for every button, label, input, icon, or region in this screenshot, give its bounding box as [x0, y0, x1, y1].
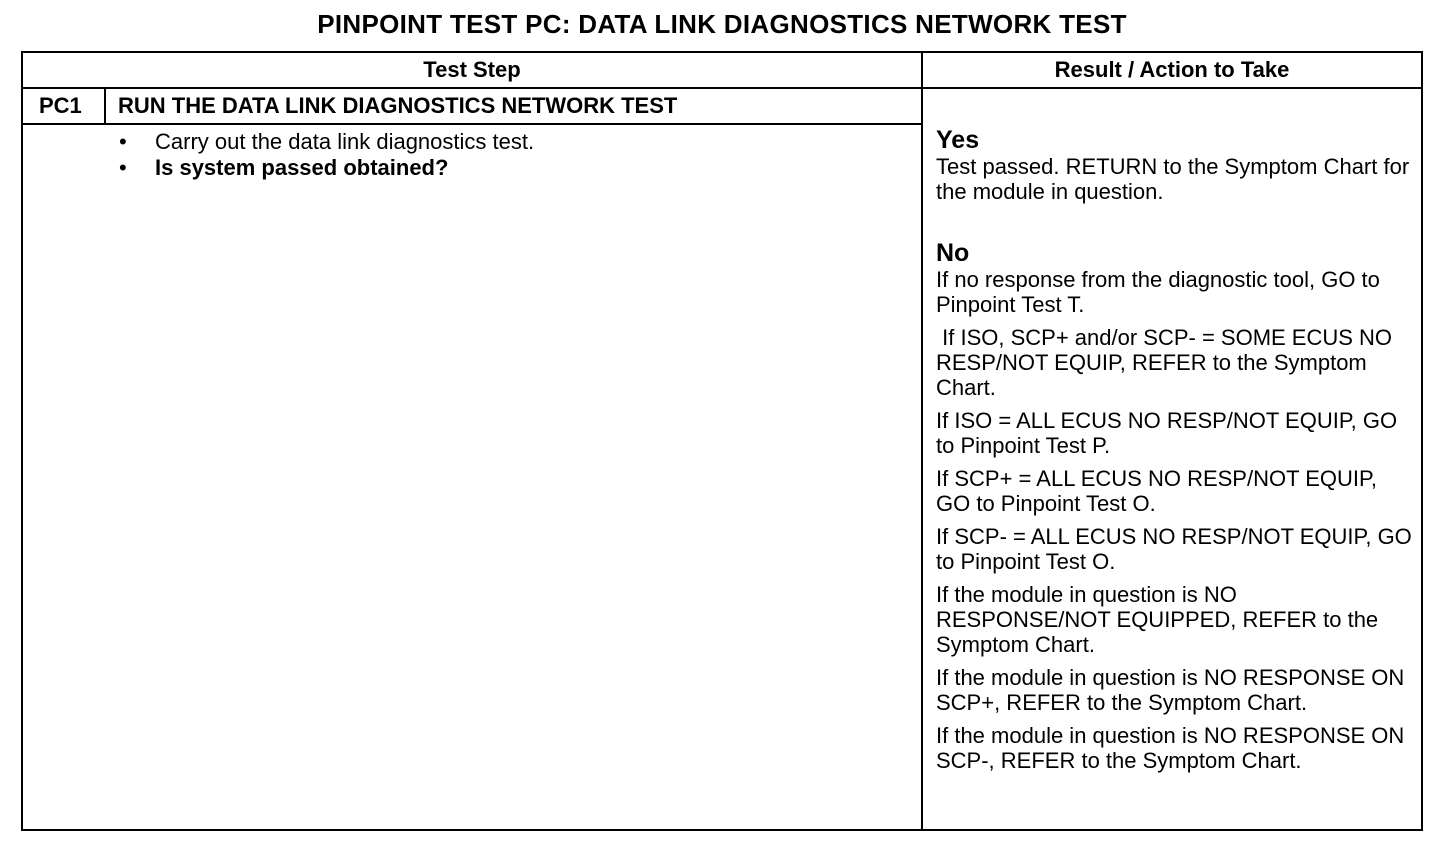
header-row-divider — [23, 87, 1421, 89]
header-test-step: Test Step — [423, 57, 521, 82]
column-divider-result — [921, 53, 923, 829]
step-bullet-list — [115, 129, 905, 181]
no-action-item: If the module in question is NO RESPONSE/NOT EQUIPPED, REFER to the Symptom Chart. — [936, 582, 1379, 657]
header-result-action: Result / Action to Take — [1054, 57, 1290, 82]
no-action-item: If the module in question is NO RESPONSE ON SCP-, REFER to the Symptom Chart. — [936, 723, 1405, 773]
no-action-item: If SCP- = ALL ECUS NO RESP/NOT EQUIP, GO to Pinpoint Test O. — [936, 524, 1412, 574]
list-item: • Carry out the data link diagnostics test. — [119, 129, 535, 154]
no-action-item: If ISO, SCP+ and/or SCP- = SOME ECUS NO RESP/NOT EQUIP, REFER to the Symptom Chart. — [936, 325, 1399, 400]
yes-action: Test passed. RETURN to the Symptom Chart for the module in question. — [936, 154, 1410, 204]
no-action-item: If the module in question is NO RESPONSE ON SCP+, REFER to the Symptom Chart. — [936, 665, 1405, 715]
pinpoint-test-table — [21, 51, 1423, 831]
step-title: RUN THE DATA LINK DIAGNOSTICS NETWORK TEST — [118, 93, 678, 118]
step-title-row-divider — [23, 123, 921, 125]
no-action-item: If ISO = ALL ECUS NO RESP/NOT EQUIP, GO to Pinpoint Test P. — [936, 408, 1398, 458]
step-id: PC1 — [39, 93, 82, 118]
list-item: • Is system passed obtained? — [119, 155, 449, 180]
result-action-column — [936, 127, 1416, 781]
no-action-item: If no response from the diagnostic tool, GO to Pinpoint Test T. — [936, 267, 1380, 317]
no-heading: No — [936, 239, 970, 267]
column-divider-step-id — [104, 89, 106, 125]
yes-heading: Yes — [936, 126, 980, 154]
page-title: PINPOINT TEST PC: DATA LINK DIAGNOSTICS NETWORK TEST — [317, 9, 1127, 39]
no-action-item: If SCP+ = ALL ECUS NO RESP/NOT EQUIP, GO to Pinpoint Test O. — [936, 466, 1377, 516]
